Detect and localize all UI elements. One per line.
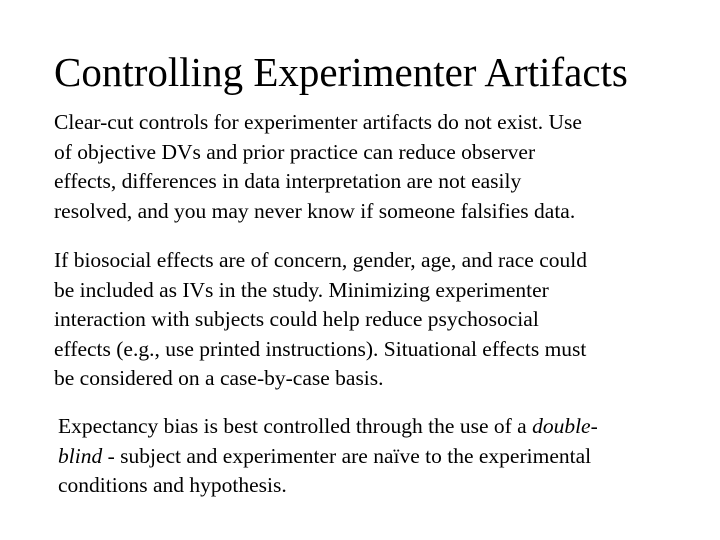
text-line: be considered on a case-by-case basis. xyxy=(54,366,384,390)
text-line: effects, differences in data interpretation are not easily xyxy=(54,169,522,193)
paragraph-expectancy-bias xyxy=(58,412,598,501)
paragraph-biosocial-effects xyxy=(54,246,587,394)
paragraph-experimenter-artifacts xyxy=(54,108,582,226)
text-line: If biosocial effects are of concern, gender, age, and race could xyxy=(54,248,587,272)
emphasis-text: double- xyxy=(532,414,598,438)
text-line: conditions and hypothesis. xyxy=(58,473,287,497)
emphasis-text: blind xyxy=(58,443,103,468)
text-line: be included as IVs in the study. Minimizing experimenter xyxy=(54,277,549,302)
text-line: Clear-cut controls for experimenter artifacts do not exist. Use xyxy=(54,110,582,134)
text-line xyxy=(58,412,598,442)
slide-title: Controlling Experimenter Artifacts xyxy=(54,49,628,95)
text-line xyxy=(58,442,598,472)
text-line: effects (e.g., use printed instructions). Situational effects must xyxy=(54,336,587,361)
text-line: of objective DVs and prior practice can reduce observer xyxy=(54,139,536,164)
text-line: resolved, and you may never know if someone falsifies data. xyxy=(54,198,576,223)
text-line: interaction with subjects could help reduce psychosocial xyxy=(54,307,539,331)
text-segment: Expectancy bias is best controlled through the use of a xyxy=(58,414,533,438)
text-segment: - subject and experimenter are naïve to the experimental xyxy=(102,443,592,468)
